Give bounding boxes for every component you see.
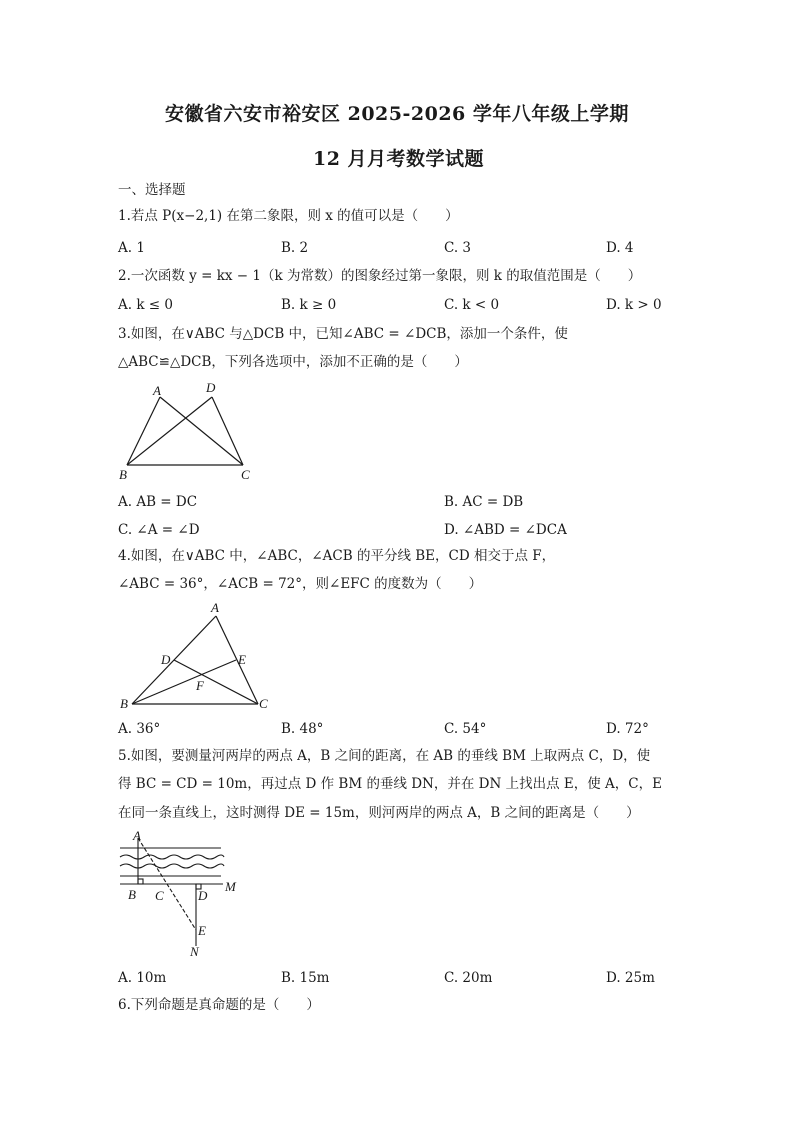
page-title-line2: 12 月月考数学试题 (313, 148, 485, 170)
q4-option-d: D. 72° (606, 721, 649, 737)
q3-option-d: D. ∠ABD = ∠DCA (444, 522, 567, 538)
q4-label-c: C (259, 696, 268, 711)
q3-label-c: C (241, 467, 250, 482)
q6-stem: 6.下列命题是真命题的是（ ） (118, 997, 320, 1013)
q3-option-c: C. ∠A = ∠D (118, 522, 200, 538)
q4-segment-ac (216, 616, 258, 704)
q5-option-d: D. 25m (606, 970, 655, 986)
q4-option-c: C. 54° (444, 721, 487, 737)
q1-option-a: A. 1 (118, 240, 145, 256)
q3-stem-line1: 3.如图，在∨ABC 与△DCB 中，已知∠ABC = ∠DCB，添加一个条件，使 (118, 326, 568, 342)
q5-option-b: B. 15m (281, 970, 330, 986)
q3-figure (110, 375, 270, 485)
q2-option-b: B. k ≥ 0 (281, 297, 337, 313)
q3-segment-ac (160, 397, 243, 465)
q4-label-b: B (120, 696, 128, 711)
q3-segment-db (127, 397, 212, 465)
q4-label-a: A (211, 600, 219, 615)
q4-stem-line2: ∠ABC = 36°，∠ACB = 72°，则∠EFC 的度数为（ ） (118, 576, 483, 592)
q2-option-a: A. k ≤ 0 (118, 297, 173, 313)
q4-option-a: A. 36° (118, 721, 161, 737)
q4-label-d: D (161, 652, 171, 667)
q1-option-d: D. 4 (606, 240, 634, 256)
q3-stem-line2: △ABC≌△DCB，下列各选项中，添加不正确的是（ ） (118, 354, 468, 370)
q5-label-d: D (198, 888, 208, 903)
q5-label-m: M (225, 879, 236, 894)
q5-river-wave (120, 864, 224, 868)
q5-label-e: E (198, 923, 206, 938)
q5-stem-line3: 在同一条直线上，这时测得 DE = 15m，则河两岸的两点 A，B 之间的距离是（ ） (118, 805, 640, 821)
q5-label-a: A (133, 828, 141, 843)
q4-label-e: E (238, 652, 246, 667)
q1-option-b: B. 2 (281, 240, 309, 256)
q3-label-b: B (119, 467, 127, 482)
q2-option-c: C. k < 0 (444, 297, 500, 313)
q4-segment-be (132, 660, 236, 704)
q1-stem: 1.若点 P(x−2,1) 在第二象限，则 x 的值可以是（ ） (118, 208, 459, 224)
q3-label-a: A (153, 383, 161, 398)
q3-option-b: B. AC = DB (444, 494, 524, 510)
q5-option-a: A. 10m (118, 970, 167, 986)
q5-river-wave (120, 855, 224, 859)
q5-stem-line2: 得 BC = CD = 10m，再过点 D 作 BM 的垂线 DN，并在 DN 上找出点 E，使 A，C，E (118, 776, 662, 792)
q5-option-c: C. 20m (444, 970, 493, 986)
q5-label-n: N (190, 944, 199, 959)
q5-right-angle-b (138, 879, 143, 884)
q3-option-a: A. AB = DC (118, 494, 198, 510)
q3-label-d: D (206, 380, 216, 395)
q5-label-c: C (155, 888, 164, 903)
section-heading: 一、选择题 (118, 182, 186, 198)
q3-segment-dc (212, 397, 243, 465)
q5-stem-line1: 5.如图，要测量河两岸的两点 A，B 之间的距离，在 AB 的垂线 BM 上取两点 C，D，使 (118, 748, 651, 764)
q3-segment-ab (127, 397, 160, 465)
q1-option-c: C. 3 (444, 240, 472, 256)
q5-figure (115, 828, 245, 960)
q2-option-d: D. k > 0 (606, 297, 662, 313)
q4-option-b: B. 48° (281, 721, 324, 737)
q4-figure (110, 598, 280, 716)
q5-label-b: B (128, 887, 136, 902)
page-title-line1: 安徽省六安市裕安区 2025-2026 学年八年级上学期 (165, 103, 629, 125)
q2-stem: 2.一次函数 y = kx − 1（k 为常数）的图象经过第一象限，则 k 的取值范围是（ ） (118, 268, 642, 284)
q4-stem-line1: 4.如图，在∨ABC 中，∠ABC，∠ACB 的平分线 BE，CD 相交于点 F， (118, 548, 556, 564)
q4-label-f: F (196, 678, 204, 693)
